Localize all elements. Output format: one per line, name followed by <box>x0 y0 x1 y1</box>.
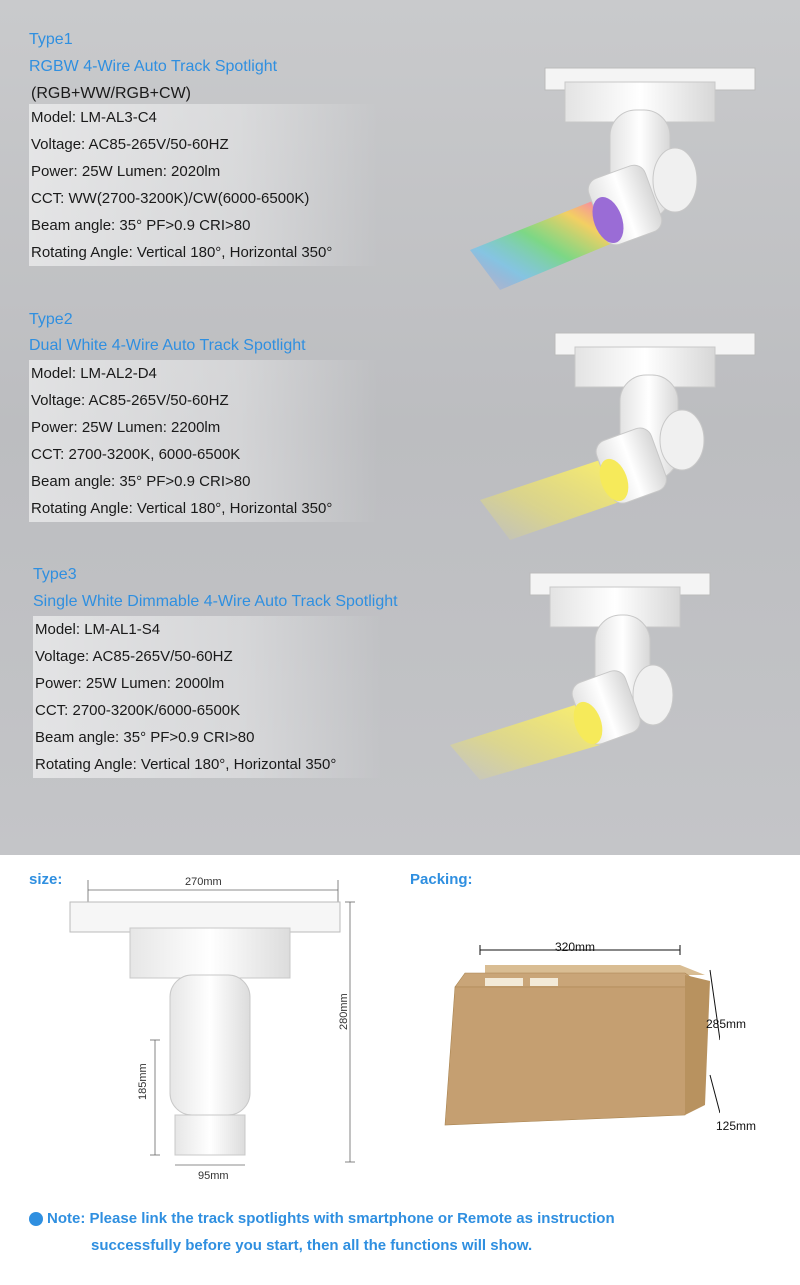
type3-spec-model: Model: LM-AL1-S4 <box>33 616 383 643</box>
note-line-2: successfully before you start, then all the functions will show. <box>91 1237 533 1254</box>
packing-box-image <box>430 935 720 1165</box>
type1-spec-power: Power: 25W Lumen: 2020lm <box>29 158 379 185</box>
type3-spec-rotating: Rotating Angle: Vertical 180°, Horizontal 350° <box>33 751 383 778</box>
packing-title: Packing: <box>410 871 473 888</box>
size-width-label: 270mm <box>185 876 222 888</box>
type1-spec-beam: Beam angle: 35° PF>0.9 CRI>80 <box>29 212 379 239</box>
type2-title: Dual White 4-Wire Auto Track Spotlight <box>29 337 306 354</box>
type1-title: RGBW 4-Wire Auto Track Spotlight <box>29 58 278 75</box>
type3-spec-cct: CCT: 2700-3200K/6000-6500K <box>33 697 383 724</box>
type2-spec-power: Power: 25W Lumen: 2200lm <box>29 414 379 441</box>
size-height-label: 280mm <box>338 993 350 1030</box>
size-body-height-label: 185mm <box>137 1063 149 1100</box>
type1-label: Type1 <box>29 31 73 48</box>
type3-label: Type3 <box>33 566 77 583</box>
note-bullet-icon <box>29 1212 43 1226</box>
type1-spec-cct: CCT: WW(2700-3200K)/CW(6000-6500K) <box>29 185 379 212</box>
type2-spec-rotating: Rotating Angle: Vertical 180°, Horizontal 350° <box>29 495 379 522</box>
packing-height-label: 125mm <box>716 1119 757 1133</box>
packing-length-label: 320mm <box>555 940 596 954</box>
type1-subtitle: (RGB+WW/RGB+CW) <box>31 85 191 102</box>
packing-width-label: 285mm <box>706 1017 747 1031</box>
type2-spec-model: Model: LM-AL2-D4 <box>29 360 379 387</box>
type1-spec-voltage: Voltage: AC85-265V/50-60HZ <box>29 131 379 158</box>
type3-spec-power: Power: 25W Lumen: 2000lm <box>33 670 383 697</box>
type2-label: Type2 <box>29 311 73 328</box>
type3-title: Single White Dimmable 4-Wire Auto Track Spotlight <box>33 593 398 610</box>
type1-spec-model: Model: LM-AL3-C4 <box>29 104 379 131</box>
note-line-1: Note: Please link the track spotlights with smartphone or Remote as instruction <box>47 1210 615 1227</box>
type2-spec-cct: CCT: 2700-3200K, 6000-6500K <box>29 441 379 468</box>
type2-spec-voltage: Voltage: AC85-265V/50-60HZ <box>29 387 379 414</box>
type3-spotlight-image <box>450 565 750 790</box>
type3-spec-voltage: Voltage: AC85-265V/50-60HZ <box>33 643 383 670</box>
type1-spec-rotating: Rotating Angle: Vertical 180°, Horizontal 350° <box>29 239 379 266</box>
size-base-width-label: 95mm <box>198 1170 229 1182</box>
type2-spotlight-image <box>470 325 780 555</box>
size-diagram <box>60 870 380 1190</box>
type1-spotlight-image <box>470 60 780 300</box>
size-title: size: <box>29 871 63 888</box>
type2-spec-beam: Beam angle: 35° PF>0.9 CRI>80 <box>29 468 379 495</box>
type3-spec-beam: Beam angle: 35° PF>0.9 CRI>80 <box>33 724 383 751</box>
